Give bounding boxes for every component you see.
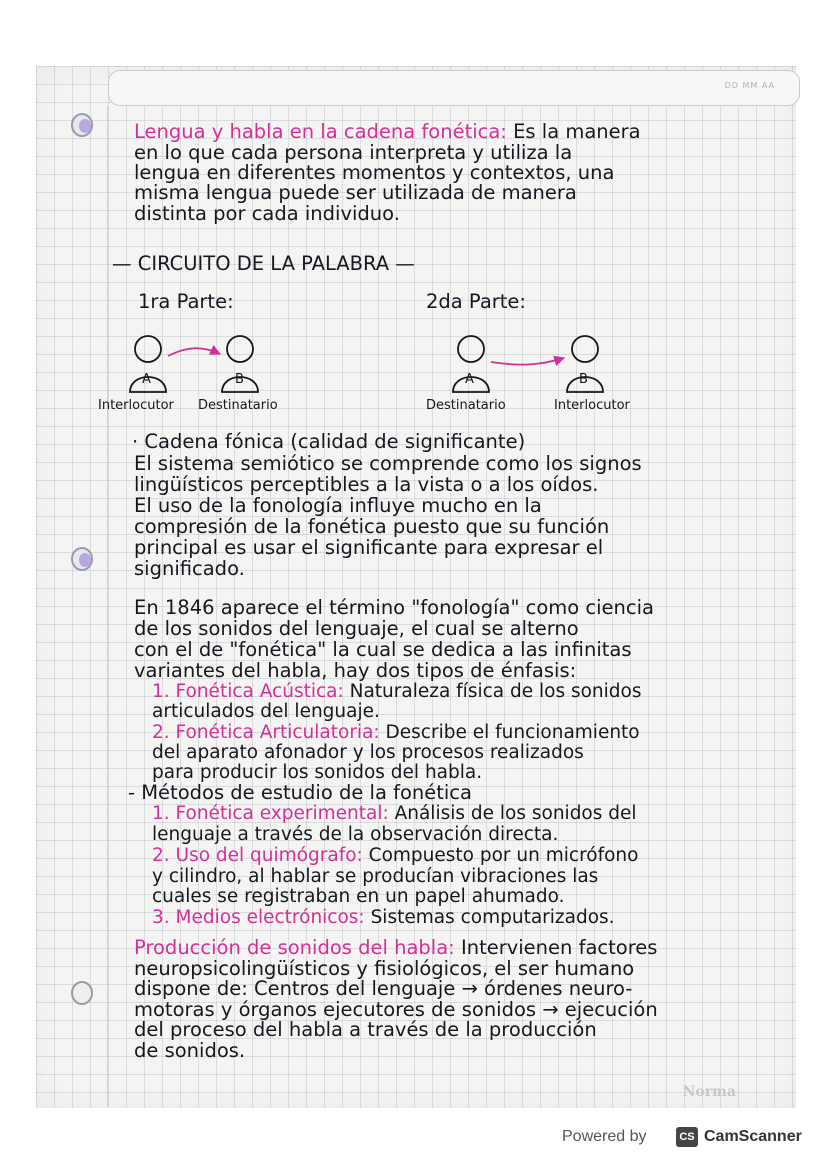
section2-line-5: principal es usar el significante para expresar el: [134, 536, 604, 559]
notebook-page: [36, 66, 796, 1108]
arrow-icon: [168, 348, 220, 356]
part2-label: 2da Parte:: [426, 290, 526, 313]
caption-interlocutor-part2: Interlocutor: [554, 398, 630, 413]
caption-destinatario-part2: Destinatario: [426, 398, 506, 413]
section2-line-2: lingüísticos perceptibles a la vista o a los oídos.: [134, 473, 599, 496]
notebook-brand-watermark: Norma: [682, 1084, 736, 1100]
badge-b-part2: B: [579, 372, 588, 387]
section4-line-5: del proceso del habla a través de la producción: [134, 1018, 597, 1041]
section2-line-6: significado.: [134, 557, 245, 580]
part1-label: 1ra Parte:: [138, 290, 234, 313]
section2-title: · Cadena fónica (calidad de significante): [132, 430, 526, 453]
section4-line-6: de sonidos.: [134, 1039, 246, 1062]
circuit-heading: — CIRCUITO DE LA PALABRA —: [112, 252, 415, 275]
section4-line-1: Producción de sonidos del habla: Intervienen factores: [134, 936, 658, 959]
section1-line-2: en lo que cada persona interpreta y utiliza la: [134, 141, 573, 164]
caption-destinatario-part1: Destinatario: [198, 398, 278, 413]
section3-line-2: de los sonidos del lenguaje, el cual se alterno: [134, 617, 579, 640]
section4-line-4: motoras y órganos ejecutores de sonidos → ejecución: [134, 998, 658, 1021]
section1-line-4: misma lengua puede ser utilizada de manera: [134, 181, 577, 204]
camscanner-app-name: CamScanner: [704, 1128, 802, 1145]
section4-title: Producción de sonidos del habla:: [134, 936, 455, 959]
badge-a-part2: A: [465, 372, 474, 387]
section1-title: Lengua y habla en la cadena fonética:: [134, 120, 507, 143]
section1-line-3: lengua en diferentes momentos y contextos, una: [134, 161, 615, 184]
binder-ring-icon: [68, 978, 96, 1008]
section3-line-1: En 1846 aparece el término "fonología" como ciencia: [134, 596, 654, 619]
method-3-line: 3. Medios electrónicos: Sistemas computarizados.: [152, 907, 615, 928]
section2-line-4: compresión de la fonética puesto que su función: [134, 515, 610, 538]
binder-ring-icon: [68, 110, 96, 140]
section4-line-3: dispone de: Centros del lenguaje → órdenes neuro-: [134, 977, 633, 1000]
badge-b-part1: B: [235, 372, 244, 387]
section1-line-5: distinta por cada individuo.: [134, 202, 400, 225]
margin-line: [107, 106, 108, 1106]
caption-interlocutor-part1: Interlocutor: [98, 398, 174, 413]
binder-ring-icon: [68, 544, 96, 574]
camscanner-logo-icon: CS: [676, 1127, 698, 1147]
type-2-line: 2. Fonética Articulatoria: Describe el funcionamiento: [152, 722, 640, 743]
section4-line-2: neuropsicolingüísticos y fisiológicos, el ser humano: [134, 957, 635, 980]
powered-by-label: Powered by: [562, 1128, 647, 1145]
badge-a-part1: A: [142, 372, 151, 387]
section3-line-4: variantes del habla, hay dos tipos de énfasis:: [134, 659, 577, 682]
method-2-cont: y cilindro, al hablar se producían vibraciones las: [152, 866, 599, 887]
methods-title: - Métodos de estudio de la fonética: [128, 781, 472, 804]
method-2-cont2: cuales se registraban en un papel ahumado.: [152, 886, 565, 907]
section3-line-3: con el de "fonética" la cual se dedica a las infinitas: [134, 638, 632, 661]
type-1-line: 1. Fonética Acústica: Naturaleza física de los sonidos: [152, 681, 642, 702]
type-1-cont: articulados del lenguaje.: [152, 701, 380, 722]
speech-circuit-diagram: [98, 332, 658, 422]
method-1-line: 1. Fonética experimental: Análisis de los sonidos del: [152, 803, 637, 824]
section1-line-1: Lengua y habla en la cadena fonética: Es la manera: [134, 120, 641, 143]
type-2-cont: del aparato afonador y los procesos realizados: [152, 742, 584, 763]
type-2-cont2: para producir los sonidos del habla.: [152, 762, 483, 783]
section2-line-1: El sistema semiótico se comprende como los signos: [134, 452, 642, 475]
method-2-line: 2. Uso del quimógrafo: Compuesto por un micrófono: [152, 845, 639, 866]
header-date-label: DD MM AA: [724, 81, 775, 90]
section2-line-3: El uso de la fonología influye mucho en la: [134, 494, 542, 517]
arrow-icon: [491, 358, 564, 365]
method-1-cont: lenguaje a través de la observación directa.: [152, 824, 559, 845]
header-box: [108, 70, 800, 106]
